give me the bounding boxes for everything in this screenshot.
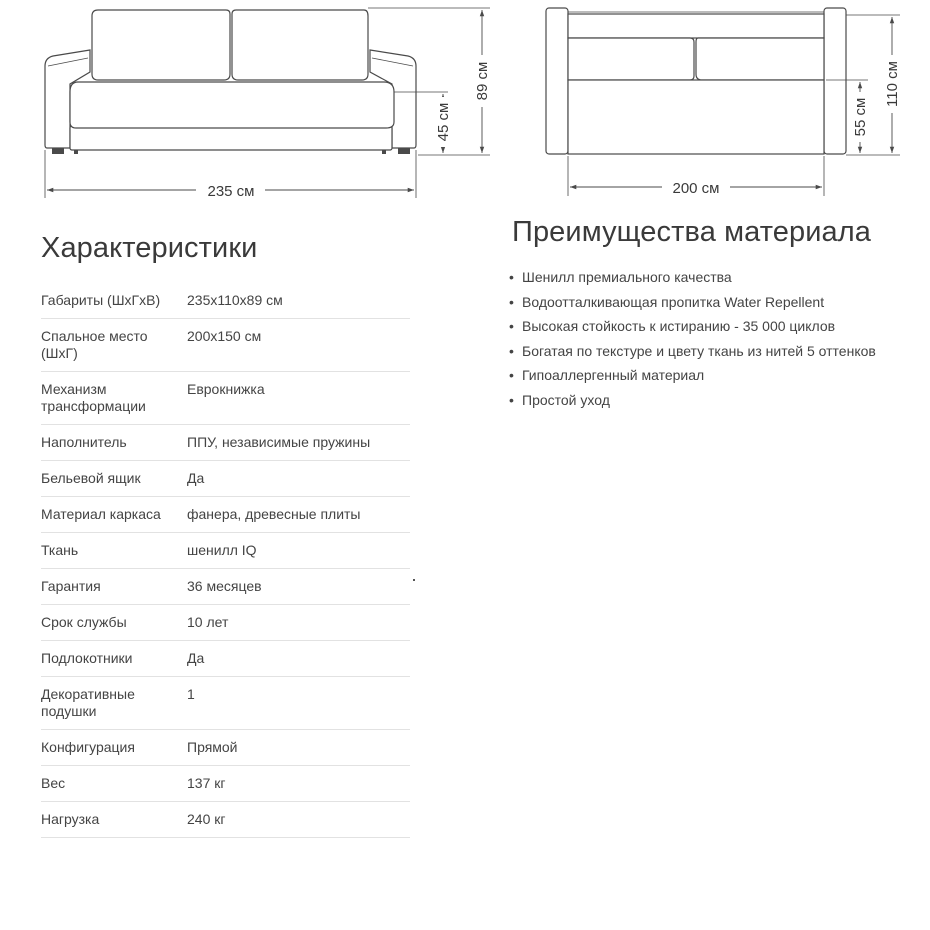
front-width-label: 235 см [207, 183, 255, 200]
benefit-text: Богатая по текстуре и цвету ткань из нитей 5 оттенков [522, 342, 876, 359]
spec-label: Конфигурация [41, 730, 187, 766]
spec-value: Да [187, 461, 410, 497]
spec-value: 235х110х89 см [187, 283, 410, 319]
spec-value: ППУ, независимые пружины [187, 425, 410, 461]
benefit-item [509, 291, 876, 316]
spec-label: Декоративные подушки [41, 677, 187, 730]
benefit-text: Гипоаллергенный материал [522, 367, 705, 384]
spec-label: Нагрузка [41, 802, 187, 838]
spec-value: 137 кг [187, 766, 410, 802]
top-depth-label: 110 см [884, 61, 901, 107]
spec-row [41, 461, 410, 497]
spec-row [41, 533, 410, 569]
specs-title: Характеристики [41, 232, 258, 264]
spec-label: Бельевой ящик [41, 461, 187, 497]
spec-value: Да [187, 641, 410, 677]
benefits-list [509, 266, 876, 414]
bullet-icon: • [509, 342, 514, 359]
spec-row [41, 766, 410, 802]
bullet-icon: • [509, 391, 514, 408]
top-width-label: 200 см [672, 180, 720, 197]
top-view-sofa [546, 8, 846, 154]
benefit-item [509, 340, 876, 365]
spec-row [41, 677, 410, 730]
front-height-label: 89 см [474, 61, 491, 101]
spec-label: Спальное место (ШхГ) [41, 319, 187, 372]
spec-value: 1 [187, 677, 410, 730]
spec-label: Вес [41, 766, 187, 802]
benefit-item [509, 364, 876, 389]
benefit-item [509, 266, 876, 291]
spec-value: Еврокнижка [187, 372, 410, 425]
spec-label: Гарантия [41, 569, 187, 605]
spec-row [41, 372, 410, 425]
stray-dot [413, 579, 415, 581]
spec-label: Материал каркаса [41, 497, 187, 533]
bullet-icon: • [509, 269, 514, 285]
spec-row [41, 730, 410, 766]
benefit-item [509, 315, 876, 340]
spec-row [41, 605, 410, 641]
top-seat-depth-label: 55 см [852, 97, 869, 137]
spec-row [41, 319, 410, 372]
spec-value: 240 кг [187, 802, 410, 838]
sofa-dimensions-drawing [0, 0, 930, 215]
benefit-text: Водоотталкивающая пропитка Water Repellent [522, 293, 825, 310]
benefit-text: Простой уход [522, 391, 610, 408]
spec-label: Габариты (ШхГхВ) [41, 283, 187, 319]
spec-row [41, 497, 410, 533]
front-view-sofa [45, 10, 416, 154]
spec-value: 36 месяцев [187, 569, 410, 605]
spec-row [41, 802, 410, 838]
benefit-item [509, 389, 876, 414]
specs-table [41, 283, 410, 838]
spec-value: 10 лет [187, 605, 410, 641]
spec-label: Механизм трансформации [41, 372, 187, 425]
spec-label: Ткань [41, 533, 187, 569]
benefit-text: Высокая стойкость к истиранию - 35 000 циклов [522, 318, 836, 335]
bullet-icon: • [509, 367, 514, 384]
bullet-icon: • [509, 318, 514, 335]
spec-value: фанера, древесные плиты [187, 497, 410, 533]
spec-value: 200х150 см [187, 319, 410, 372]
spec-row [41, 569, 410, 605]
benefits-title: Преимущества материала [512, 216, 871, 248]
spec-value: Прямой [187, 730, 410, 766]
spec-label: Срок службы [41, 605, 187, 641]
front-seat-height-label: 45 см [435, 102, 452, 142]
spec-value: шенилл IQ [187, 533, 410, 569]
spec-row [41, 641, 410, 677]
spec-label: Подлокотники [41, 641, 187, 677]
spec-row [41, 283, 410, 319]
spec-row [41, 425, 410, 461]
benefit-text: Шенилл премиального качества [522, 269, 732, 285]
spec-label: Наполнитель [41, 425, 187, 461]
bullet-icon: • [509, 293, 514, 310]
